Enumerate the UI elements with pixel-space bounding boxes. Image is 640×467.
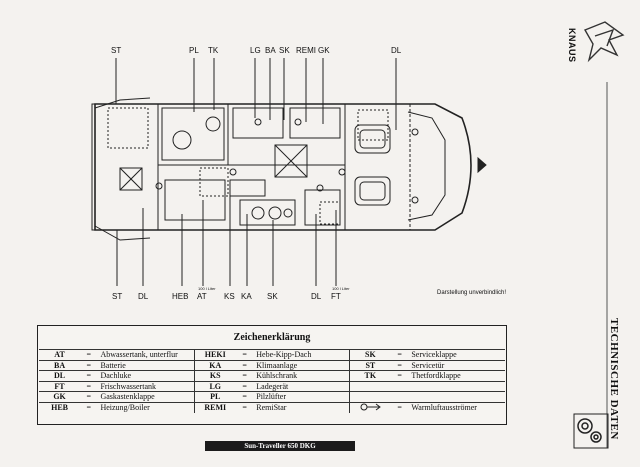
legend-equals: = <box>77 381 97 392</box>
legend-equals: = <box>77 402 97 413</box>
legend-equals: = <box>77 360 97 371</box>
label-sk-top: SK <box>279 46 290 55</box>
label-dl-bottom-1: DL <box>138 292 149 301</box>
legend-row <box>39 392 505 403</box>
legend-desc: Klimaanlage <box>253 360 349 371</box>
label-lg: LG <box>250 46 261 55</box>
legend-code: KS <box>194 371 233 382</box>
warm-air-vent-icon <box>359 403 381 411</box>
legend-code: PL <box>194 392 233 403</box>
legend-code: REMI <box>194 402 233 413</box>
legend-code: ST <box>349 360 388 371</box>
legend-code: HEKI <box>194 350 233 361</box>
knaus-logo <box>565 0 640 467</box>
legend-equals <box>388 392 408 403</box>
legend-desc: Gaskastenklappe <box>97 392 194 403</box>
legend-code <box>349 381 388 392</box>
legend-equals: = <box>233 360 253 371</box>
legend-desc: Dachluke <box>97 371 194 382</box>
legend-box <box>37 325 507 425</box>
legend-code: DL <box>39 371 77 382</box>
legend-equals: = <box>233 392 253 403</box>
knaus-wordmark: KNAUS <box>567 28 577 63</box>
legend-desc: RemiStar <box>253 402 349 413</box>
label-heb: HEB <box>172 292 189 301</box>
legend-desc: Pilzlüfter <box>253 392 349 403</box>
legend-desc: Thetfordklappe <box>408 371 505 382</box>
legend-code: KA <box>194 360 233 371</box>
legend-equals: = <box>77 350 97 361</box>
model-name: Sun-Traveller 650 DKG <box>205 441 355 451</box>
legend-desc: Frischwassertank <box>97 381 194 392</box>
sidebar <box>565 0 640 467</box>
legend-code: LG <box>194 381 233 392</box>
legend-code: HEB <box>39 402 77 413</box>
label-ka: KA <box>241 292 252 301</box>
legend-equals: = <box>388 371 408 382</box>
legend-equals: = <box>233 371 253 382</box>
legend-row <box>39 360 505 371</box>
legend-desc: Hebe-Kipp-Dach <box>253 350 349 361</box>
legend-row <box>39 350 505 361</box>
legend-desc: Heizung/Boiler <box>97 402 194 413</box>
legend-code <box>349 392 388 403</box>
legend-equals: = <box>233 350 253 361</box>
label-ft: FT <box>331 292 341 301</box>
legend-equals: = <box>388 360 408 371</box>
legend-desc: Servicetür <box>408 360 505 371</box>
label-tk: TK <box>208 46 219 55</box>
legend-title: Zeichenerklärung <box>233 332 311 343</box>
legend-code: AT <box>39 350 77 361</box>
legend-code: GK <box>39 392 77 403</box>
label-ks: KS <box>224 292 235 301</box>
legend-equals: = <box>77 371 97 382</box>
legend-desc: Serviceklappe <box>408 350 505 361</box>
capacity-at: 100 l Liter <box>198 286 216 291</box>
legend-code: BA <box>39 360 77 371</box>
label-at: AT <box>197 292 207 301</box>
label-sk-bottom: SK <box>267 292 278 301</box>
legend-equals: = <box>77 392 97 403</box>
legend-desc: Batterie <box>97 360 194 371</box>
capacity-ft: 100 l Liter <box>332 286 350 291</box>
legend-equals: = <box>233 381 253 392</box>
label-st-bottom: ST <box>112 292 123 301</box>
legend-table <box>39 349 505 413</box>
legend-code: TK <box>349 371 388 382</box>
section-title: TECHNISCHE DATEN <box>608 318 620 440</box>
legend-code: FT <box>39 381 77 392</box>
legend-row <box>39 381 505 392</box>
disclaimer-note: Darstellung unverbindlich! <box>437 290 507 296</box>
legend-code <box>349 402 388 413</box>
legend-row <box>39 402 505 413</box>
legend-desc <box>408 381 505 392</box>
legend-desc: Warmluftausströmer <box>408 402 505 413</box>
label-ba: BA <box>265 46 276 55</box>
label-dl-top: DL <box>391 46 402 55</box>
label-remi: REMI <box>296 46 316 55</box>
legend-code: SK <box>349 350 388 361</box>
label-pl: PL <box>189 46 199 55</box>
label-dl-bottom-2: DL <box>311 292 322 301</box>
label-gk: GK <box>318 46 330 55</box>
legend-equals: = <box>233 402 253 413</box>
legend-equals: = <box>388 350 408 361</box>
legend-desc <box>408 392 505 403</box>
legend-desc: Kühlschrank <box>253 371 349 382</box>
legend-desc: Abwassertank, unterflur <box>97 350 194 361</box>
legend-desc: Ladegerät <box>253 381 349 392</box>
label-st-top: ST <box>111 46 122 55</box>
legend-equals <box>388 381 408 392</box>
legend-equals: = <box>388 402 408 413</box>
legend-row <box>39 371 505 382</box>
